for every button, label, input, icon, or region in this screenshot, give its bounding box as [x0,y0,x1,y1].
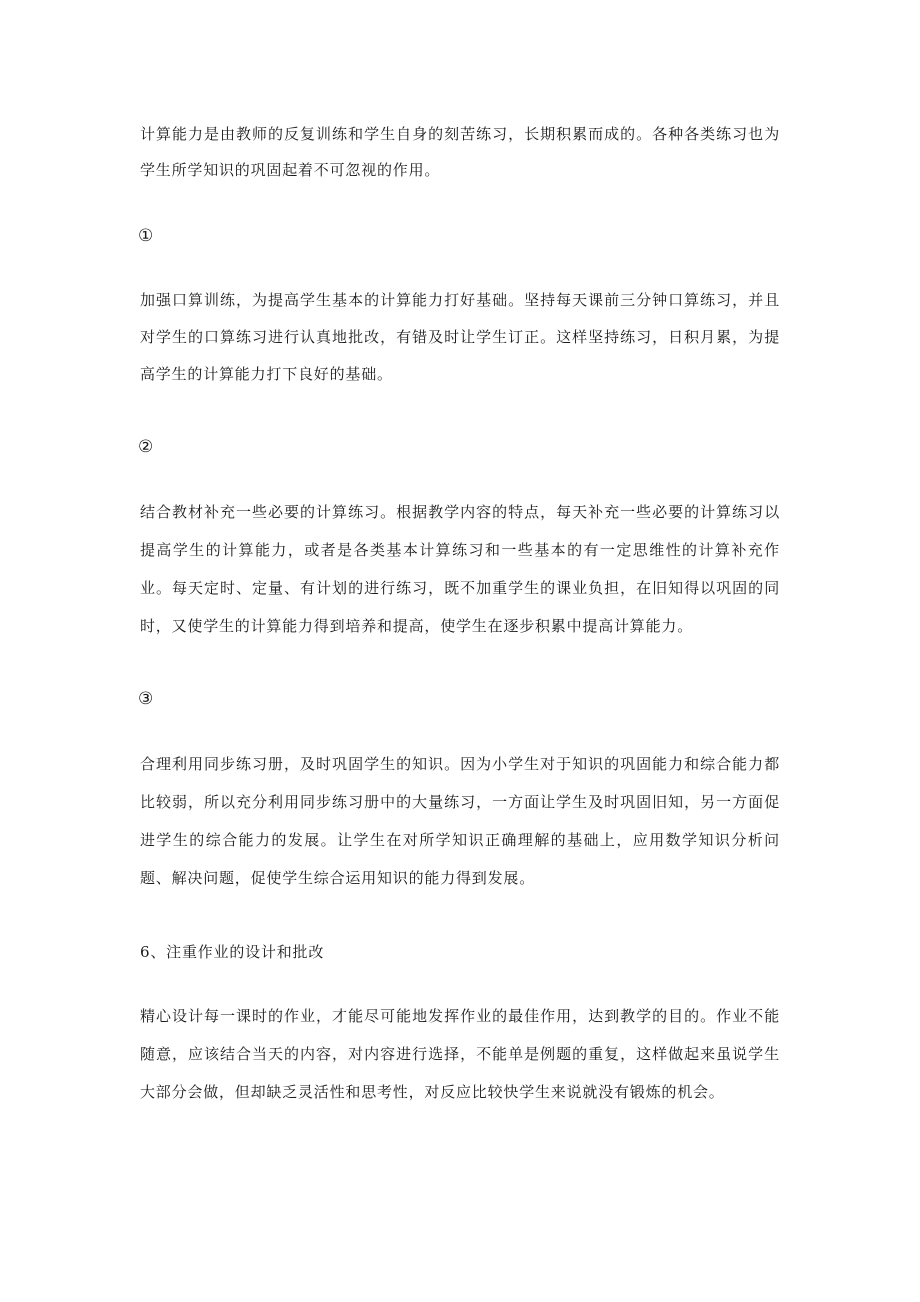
marker-circled-1: ① [138,226,154,246]
marker-circled-2: ② [138,437,154,457]
paragraph-supplementary-practice: 结合教材补充一些必要的计算练习。根据教学内容的特点，每天补充一些必要的计算练习以提高学生的计算能力，或者是各类基本计算练习和一些基本的有一定思维性的计算补充作业。每天定时、定量、有计划的进行练习，既不加重学生的课业负担，在旧知得以巩固的同时，又使学生的计算能力得到培养和提高，使学生在逐步积累中提高计算能力。 [140,503,780,635]
paragraph-workbook: 合理利用同步练习册，及时巩固学生的知识。因为小学生对于知识的巩固能力和综合能力都比较弱，所以充分利用同步练习册中的大量练习，一方面让学生及时巩固旧知，另一方面促进学生的综合能力的发展。让学生在对所学知识正确理解的基础上，应用数学知识分析问题、解决问题，促使学生综合运用知识的能力得到发展。 [140,755,780,887]
marker-circled-3: ③ [138,689,154,709]
paragraph-oral-calculation: 加强口算训练，为提高学生基本的计算能力打好基础。坚持每天课前三分钟口算练习，并且对学生的口算练习进行认真地批改，有错及时让学生订正。这样坚持练习，日积月累，为提高学生的计算能力打下良好的基础。 [140,291,780,383]
paragraph-homework-design: 精心设计每一课时的作业，才能尽可能地发挥作业的最佳作用，达到教学的目的。作业不能随意，应该结合当天的内容，对内容进行选择，不能单是例题的重复，这样做起来虽说学生大部分会做，但却缺乏灵活性和思考性，对反应比较快学生来说就没有锻炼的机会。 [140,1007,780,1101]
paragraph-intro: 计算能力是由教师的反复训练和学生自身的刻苦练习，长期积累而成的。各种各类练习也为学生所学知识的巩固起着不可忽视的作用。 [140,125,780,179]
section-heading: 6、注重作业的设计和批改 [140,943,325,961]
